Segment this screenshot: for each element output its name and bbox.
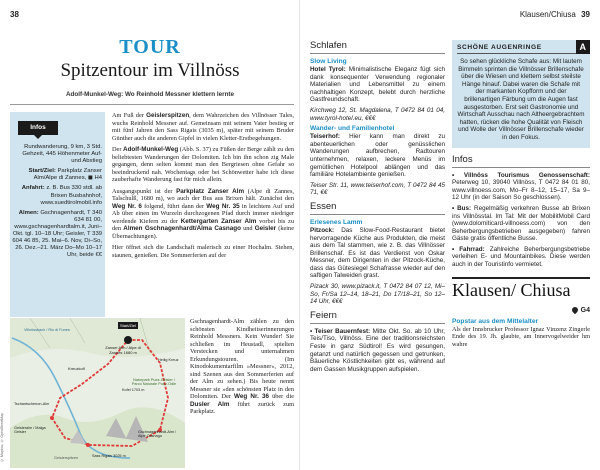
text-run: Am Fuß der [112,112,147,119]
bold-term: Kettergarten Zanser Alm [180,217,257,225]
infos-entry-label: Anfahrt: [21,185,47,192]
schlafen-subheading: Wander- und Familienhotel [310,125,395,133]
entry-text: Das Slow-Food-Restaurant bietet hervorragende Küche aus Produkten, die meist aus dem Tal stammen, wie z. B. das Villnösser Brillenschaf. Es ist das Verdienst von Oskar Messner, dem Dirigenten in der Pitzock-Küche, dass das Gütesiegel Schafrasse wieder auf den saftigen Talweiden grast. [310,226,445,280]
entry-title: • Fahrrad: [452,245,485,253]
tour-title: Spitzentour im Villnöss [60,60,240,81]
schlafen-subheading: Slow Living [310,58,347,65]
map-label-gschnagen: Gschnagenhardt-Alm / Alpe Casnago [138,430,176,439]
infos-entry [12,185,102,206]
map-label-kreuzkofl: Kreuzkofl [68,366,85,371]
entry-title: • Teiser Bauernfest: [310,327,371,335]
tour-kicker: TOUR [119,36,181,58]
essen-meta: Pizack 30, www.pizack.it, T 0472 84 07 12, Mi–So, Fr/Sa 12–14, 18–21, Do 17/18–21, So 12–14 Uhr, €€€ [310,283,445,306]
right-column-right [452,40,590,348]
map-label-funes: Villnössbach / Rio di Funes [24,328,70,332]
page-header-right [520,10,590,19]
section-feiern-heading: Feiern [310,310,445,324]
essen-entry [310,227,445,280]
body-paragraph [112,188,294,241]
entry-text: Peterweg 10, 39040 Villnöss, T 0472 84 01 80, www.villnoess.com, Mo–Fr 8–12, 15–17, Sa 9–12 Uhr (in der Saison So geschlossen). [452,179,590,202]
feiern-entry [310,328,445,374]
augenringe-heading-text: SCHÖNE AUGENRINGE [457,44,542,51]
entry-text: Regelmäßig verkehren Busse ab Brixen ins Villnösstal. Im Tal: Mit der MobilitMobil Card (www.dolomiticard-villnoess.com) von den Beherbergungsbetrieben ausgegeben) fahren Gäste gratis öffentliche Busse. [452,204,590,243]
right-column-left [310,40,445,376]
map-graphic [10,318,185,468]
text-run: (Abb. S. 37) zu Füßen der Berge zählt zu den beliebtesten Wanderungen der Dolomiten. Ich bin ihn schon zig Male gegangen, denn selten kommt man den Bergriesen ohne Gefahr so beeindruckend nah. Wochentags oder bei Schönwetter habe ich diese zauberhafte Wanderung fast für mich allein. [112,146,294,183]
map-credit: © Mapbox, © OpenStreetMap [0,412,4,462]
bold-term: Almen Gschnagenhardt/Alma Casnago [123,225,241,232]
entry-text: Minimalistische Eleganz fügt sich dank konsequenter Verwendung regionaler Materialien und Lebensmittel zu einem nachhaltigen Konzept, belebt durch herzliche Gastfreundschaft. [310,66,445,104]
augenringe-text: So sehen glückliche Schafe aus: Mit lautem Bimmeln sprinten die Villnösser Brillenschafe über die Wiesen und klettern selbst steilste Hänge hinauf. Dabei waren die Schafe mit der markanten Kopfform und der brillenartigen Färbung um die Augen fast ausgestorben. Erst seit Gastronomie und Wirtschaft Ausschau nach Altheergebrachtem hatten, rücken die hohe Qualität von Fleisch und Wolle der Villnösser Brillenschafe wieder in den Fokus. [457,58,585,141]
text-run: Gschnagenhardt-Alm zählen zu den schönsten Kindheitserinnerungen Reinhold Messners. Kein Wunder! Sie schließen im Heustadl, spielten Verstecken und unternahmen Erkundungstouren. (Im Kinodokumentarfilm »Messner«, 2012, sind Szenen aus den Sommerferien auf der Alm zu sehen.) Bis heute nennt Messner sie »den schönsten Platz in den Dolomiten. Der [190,318,294,400]
divider [10,104,294,105]
page-number-left: 38 [10,10,19,19]
tour-subtitle: Adolf-Munkel-Weg: Wo Reinhold Messner klettern lernte [65,91,235,98]
place-heading-block [452,277,590,314]
text-run: , dem Wahrzeichen des Villnösser Tales, wuchs Reinhold Messner auf. Gemeinsam mit seinem Vater bestieg er mit fünf Jahren den Sass Rigais (3035 m), später mit seinem Bruder Günther auch die anderen Gipfel in vielen Kletter-Erstbegehungen. [112,112,294,142]
map-marker-a-icon: A [576,40,590,54]
place-grid-ref [572,307,590,314]
schlafen-entry [310,133,445,179]
map-label-heilig: Heilig Kreuz [158,358,179,362]
text-run: (Alpe di Zannes, Talschulß, 1680 m), wo auch der Bus aus Brixen hält. Zunächst den [112,187,294,202]
infos-text [12,144,102,262]
essen-subheading: Erlesenes Lamm [310,218,363,226]
infos-entry [12,210,102,260]
entry-text: Zahlreiche Beherbergungsbetriebe verleihen E- und Mountainbikes. Diese werden auch in der Touristinfo vermietet. [452,245,591,269]
bold-term: Weg Nr. 35 [206,202,240,210]
text-run: vorbei bis zu den [112,217,294,232]
text-run: Hier öffnet sich die Landschaft malerisch zu einer Hochalm. Stehen, staunen, genießen. Die Sommerferien auf der [112,244,294,259]
text-run: folgend, führt dann der [141,202,207,210]
entry-title: Pitzock: [310,226,335,234]
text-run: Der [112,146,124,153]
map-label-geislerspitzen: Geislerspitzen [54,456,79,460]
map-label-zanser: Zanser Alm / Alpe di Zannes 1680 m [105,345,141,355]
entry-title: Teiserhof: [310,133,340,141]
text-run: und [240,225,255,232]
entry-title: • Bus: [452,204,472,212]
infos-entry-text: Parkplatz Zanser Alm/Alpe di Zannes, ◼ H4 [33,168,102,182]
text-run: führt zurück zum Parkplatz. [190,400,295,415]
schlafen-list [310,58,445,197]
map-pin-icon [570,306,578,314]
entry-title: • Villnöss Tourismus Genossenschaft: [452,171,590,179]
entry-text: Hier kann man direkt zu abenteuerlichen oder genüsslichen Wanderungen aufbrechen, Radtouren unternehmen, relaxen, leckere Menüs im gemütlichen Hotelpool ablängen und das familiäre Hotelambiente genießen. [310,133,445,179]
schlafen-meta: Teiser Str. 11, www.teiserhof.com, T 0472 84 45 71, €€ [310,181,445,197]
place-text: Als der Innsbrucker Professor Ignaz Vinzenz Zingerle Ende des 19. Jh. glaubte, am Innervogelweider hm wahre [452,325,590,348]
bold-term: Parkplatz Zanser Alm [176,187,245,195]
text-run: Ausgangspunkt ist der [112,187,177,195]
body-paragraph [112,146,294,184]
entry-title: Hotel Tyrol: [310,66,346,73]
place-grid-text: G4 [580,306,590,314]
tour-body-text-lower [190,318,294,416]
section-infos-heading: Infos [452,154,590,168]
bold-term: Weg Nr. 6 [112,202,142,210]
text-run: über die [269,393,294,400]
bold-term: Geislerspitzen [146,112,190,119]
infos-entry [12,144,102,165]
feiern-list [310,328,445,374]
header-place: Klausen/Chiusa [519,10,576,19]
bold-term: Geisler [254,225,277,232]
body-paragraph [112,244,294,259]
bold-term: Weg Nr. 36 [234,393,270,400]
infos-entry [452,246,590,269]
text-run: (keine Übernachtungen). [112,225,295,240]
map-label-geisleralm: Geisleralm / Malga Geisler [14,426,46,435]
section-schlafen-heading: Schlafen [310,40,445,54]
tour-map[interactable] [10,318,185,468]
page-number-right: 39 [581,10,590,19]
infos-entry-text: Gschnagenhardt, T 340 634 81 00, www.gschnagenhardtalm.it, Juni–Okt. tgl. 10–18 Uhr; Geisler, T 339 604 46 85, 25. Mai–6. Nov, Di–So, 26. Dez.–21. März Do–Mo 10–17 Uhr, beide €€ [12,209,102,259]
place-subheading: Popstar aus dem Mittelalter [452,317,539,325]
body-paragraph [112,112,294,142]
infos-label: Infos [18,121,58,135]
place-title: Klausen/ Chiusa [452,279,571,300]
entry-text: Mitte Okt. So. ab 10 Uhr, Teis/Tiso, Villnöss. Eine der traditionsreichsten Feste in ganz Südtirol! Es wird gesungen, getanzt und natürlich gegessen und getrunken, Bäuerliche Köstlichkeiten gibt es, während auf dem Gassen Musikgruppen aufspielen. [310,327,446,373]
map-label-sass: Sass Rigais 3025 m [92,454,126,458]
infos-entry-text: Rundwanderung, 9 km, 3 Std. Gehzeit, 445 Höhenmeter Auf- und Abstieg [22,144,102,165]
essen-list [310,219,445,306]
text-run: in leichtem Auf und Ab über einen im Wurzeln durchzogenen Pfad durch immer niedriger werdende Kiefern zu der [112,202,295,225]
map-label-tschantschenon: Tschantschenon-Alm [14,402,50,406]
schlafen-entry [310,66,445,104]
infos-arrow-icon [34,135,42,139]
schlafen-meta: Kirchweg 12, St. Magdalena, T 0472 84 01 04, www.tyrol-hotel.eu, €€€ [310,106,445,122]
map-label-naturpark: Naturpark Puez-Geisler / Parco Naturale Puez-Odle [131,378,177,387]
bold-term: Adolf-Munkel-Weg [123,146,179,153]
infos-entry-label: Almen: [18,209,41,216]
section-essen-heading: Essen [310,201,445,215]
infos-list [452,172,590,269]
augenringe-heading [457,44,585,54]
map-label-kofel: Kofel 1703 m [122,388,145,392]
body-paragraph [190,318,294,416]
map-label-start: Start/Ziel [120,323,137,328]
augenringe-box [452,40,590,148]
infos-entry [452,172,590,202]
infos-entry [12,168,102,182]
infos-entry-text: z. B. Bus 330 stdl. ab Brixen Busbahnhof, www.suedtirolmobil.info [40,185,102,206]
bold-term: Dusler Alm [190,400,230,408]
infos-entry [452,205,590,243]
infos-entry-label: Start/Ziel: [28,168,58,175]
tour-body-text [112,112,294,263]
